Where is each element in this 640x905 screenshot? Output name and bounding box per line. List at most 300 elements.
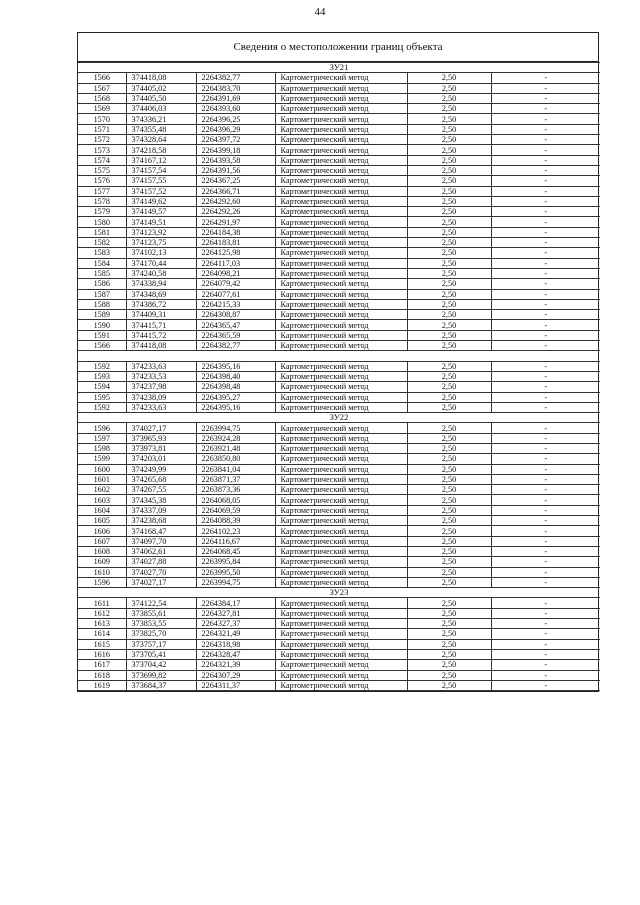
- coordinates-table: [78, 62, 600, 691]
- coord-x-cell: 374418,08: [126, 73, 196, 83]
- accuracy-cell: 2,50: [407, 516, 491, 526]
- coord-y-cell: 2264321,49: [196, 629, 275, 639]
- coord-y-cell: 2264395,16: [196, 402, 275, 412]
- point-number-cell: 1579: [78, 207, 126, 217]
- coord-x-cell: 374415,72: [126, 330, 196, 340]
- coord-x-cell: 374027,17: [126, 577, 196, 587]
- coord-y-cell: 2264318,98: [196, 639, 275, 649]
- method-cell: Картометрический метод: [275, 557, 407, 567]
- note-cell: -: [491, 361, 600, 371]
- coord-y-cell: 2264393,58: [196, 155, 275, 165]
- point-number-cell: 1584: [78, 258, 126, 268]
- accuracy-cell: 2,50: [407, 289, 491, 299]
- method-cell: Картометрический метод: [275, 258, 407, 268]
- accuracy-cell: 2,50: [407, 186, 491, 196]
- accuracy-cell: 2,50: [407, 299, 491, 309]
- point-number-cell: 1573: [78, 145, 126, 155]
- coord-y-cell: 2264079,42: [196, 279, 275, 289]
- point-number-cell: 1585: [78, 268, 126, 278]
- accuracy-cell: 2,50: [407, 608, 491, 618]
- point-number-cell: 1595: [78, 392, 126, 402]
- coord-x-cell: 374409,31: [126, 310, 196, 320]
- method-cell: Картометрический метод: [275, 485, 407, 495]
- method-cell: Картометрический метод: [275, 495, 407, 505]
- point-number-cell: 1578: [78, 196, 126, 206]
- method-cell: Картометрический метод: [275, 649, 407, 659]
- note-cell: -: [491, 433, 600, 443]
- coord-y-cell: 2264184,38: [196, 227, 275, 237]
- table-row: [78, 619, 600, 629]
- point-number-cell: 1610: [78, 567, 126, 577]
- method-cell: Картометрический метод: [275, 299, 407, 309]
- point-number-cell: 1606: [78, 526, 126, 536]
- note-cell: -: [491, 505, 600, 515]
- method-cell: Картометрический метод: [275, 423, 407, 433]
- table-row: [78, 598, 600, 608]
- note-cell: -: [491, 485, 600, 495]
- method-cell: Картометрический метод: [275, 135, 407, 145]
- coord-y-cell: 2263995,84: [196, 557, 275, 567]
- coord-x-cell: 374233,63: [126, 402, 196, 412]
- table-row: [78, 186, 600, 196]
- accuracy-cell: 2,50: [407, 83, 491, 93]
- accuracy-cell: 2,50: [407, 268, 491, 278]
- section-header-row: [78, 588, 600, 598]
- page-number: 44: [314, 6, 326, 18]
- note-cell: -: [491, 536, 600, 546]
- table-row: [78, 114, 600, 124]
- coord-x-cell: 374240,58: [126, 268, 196, 278]
- method-cell: Картометрический метод: [275, 433, 407, 443]
- note-cell: -: [491, 73, 600, 83]
- coord-x-cell: 374238,09: [126, 392, 196, 402]
- section-label: ЗУ21: [78, 63, 600, 73]
- coord-x-cell: 374157,54: [126, 165, 196, 175]
- section-label: ЗУ23: [78, 588, 600, 598]
- note-cell: -: [491, 423, 600, 433]
- note-cell: -: [491, 310, 600, 320]
- note-cell: -: [491, 320, 600, 330]
- note-cell: -: [491, 495, 600, 505]
- note-cell: -: [491, 341, 600, 351]
- coord-y-cell: 2263921,48: [196, 443, 275, 453]
- note-cell: -: [491, 649, 600, 659]
- coord-x-cell: 373757,17: [126, 639, 196, 649]
- coord-x-cell: 373704,42: [126, 660, 196, 670]
- method-cell: Картометрический метод: [275, 392, 407, 402]
- accuracy-cell: 2,50: [407, 680, 491, 690]
- coord-x-cell: 374122,54: [126, 598, 196, 608]
- coord-y-cell: 2264102,23: [196, 526, 275, 536]
- note-cell: -: [491, 248, 600, 258]
- table-row: [78, 660, 600, 670]
- point-number-cell: 1602: [78, 485, 126, 495]
- note-cell: -: [491, 464, 600, 474]
- coord-x-cell: 374027,70: [126, 567, 196, 577]
- point-number-cell: 1592: [78, 361, 126, 371]
- coord-y-cell: 2264367,25: [196, 176, 275, 186]
- coord-x-cell: 374027,17: [126, 423, 196, 433]
- table-row: [78, 330, 600, 340]
- point-number-cell: 1581: [78, 227, 126, 237]
- coord-y-cell: 2263995,50: [196, 567, 275, 577]
- note-cell: -: [491, 299, 600, 309]
- coord-x-cell: 374149,62: [126, 196, 196, 206]
- method-cell: Картометрический метод: [275, 248, 407, 258]
- method-cell: Картометрический метод: [275, 619, 407, 629]
- point-number-cell: 1608: [78, 546, 126, 556]
- table-row: [78, 464, 600, 474]
- point-number-cell: 1591: [78, 330, 126, 340]
- method-cell: Картометрический метод: [275, 546, 407, 556]
- table-row: [78, 238, 600, 248]
- coord-x-cell: 374157,52: [126, 186, 196, 196]
- note-cell: -: [491, 124, 600, 134]
- point-number-cell: 1568: [78, 93, 126, 103]
- table-row: [78, 567, 600, 577]
- method-cell: Картометрический метод: [275, 402, 407, 412]
- coord-y-cell: 2264395,27: [196, 392, 275, 402]
- table-row: [78, 258, 600, 268]
- coord-y-cell: 2264327,37: [196, 619, 275, 629]
- coord-x-cell: 374405,50: [126, 93, 196, 103]
- table-row: [78, 310, 600, 320]
- coord-x-cell: 373855,61: [126, 608, 196, 618]
- method-cell: Картометрический метод: [275, 176, 407, 186]
- coord-x-cell: 374168,47: [126, 526, 196, 536]
- coord-y-cell: 2263924,28: [196, 433, 275, 443]
- accuracy-cell: 2,50: [407, 392, 491, 402]
- method-cell: Картометрический метод: [275, 73, 407, 83]
- method-cell: Картометрический метод: [275, 361, 407, 371]
- coord-y-cell: 2263994,75: [196, 423, 275, 433]
- point-number-cell: 1566: [78, 73, 126, 83]
- accuracy-cell: 2,50: [407, 598, 491, 608]
- method-cell: Картометрический метод: [275, 577, 407, 587]
- point-number-cell: 1577: [78, 186, 126, 196]
- accuracy-cell: 2,50: [407, 155, 491, 165]
- point-number-cell: 1607: [78, 536, 126, 546]
- note-cell: -: [491, 608, 600, 618]
- coord-y-cell: 2264382,77: [196, 341, 275, 351]
- accuracy-cell: 2,50: [407, 629, 491, 639]
- coord-x-cell: 373853,55: [126, 619, 196, 629]
- coord-x-cell: 374336,21: [126, 114, 196, 124]
- accuracy-cell: 2,50: [407, 649, 491, 659]
- accuracy-cell: 2,50: [407, 73, 491, 83]
- note-cell: -: [491, 660, 600, 670]
- point-number-cell: 1583: [78, 248, 126, 258]
- method-cell: Картометрический метод: [275, 598, 407, 608]
- accuracy-cell: 2,50: [407, 619, 491, 629]
- table-row: [78, 392, 600, 402]
- accuracy-cell: 2,50: [407, 361, 491, 371]
- method-cell: Картометрический метод: [275, 680, 407, 690]
- coord-y-cell: 2264125,98: [196, 248, 275, 258]
- coord-y-cell: 2264399,18: [196, 145, 275, 155]
- coord-y-cell: 2264384,17: [196, 598, 275, 608]
- accuracy-cell: 2,50: [407, 279, 491, 289]
- point-number-cell: 1586: [78, 279, 126, 289]
- point-number-cell: 1614: [78, 629, 126, 639]
- point-number-cell: 1596: [78, 577, 126, 587]
- table-row: [78, 382, 600, 392]
- coord-y-cell: 2264292,26: [196, 207, 275, 217]
- table-row: [78, 505, 600, 515]
- point-number-cell: 1616: [78, 649, 126, 659]
- note-cell: -: [491, 619, 600, 629]
- point-number-cell: 1604: [78, 505, 126, 515]
- accuracy-cell: 2,50: [407, 238, 491, 248]
- accuracy-cell: 2,50: [407, 495, 491, 505]
- accuracy-cell: 2,50: [407, 217, 491, 227]
- table-row: [78, 670, 600, 680]
- point-number-cell: 1592: [78, 402, 126, 412]
- point-number-cell: 1587: [78, 289, 126, 299]
- accuracy-cell: 2,50: [407, 341, 491, 351]
- note-cell: -: [491, 238, 600, 248]
- accuracy-cell: 2,50: [407, 165, 491, 175]
- method-cell: Картометрический метод: [275, 639, 407, 649]
- coord-y-cell: 2264307,29: [196, 670, 275, 680]
- table-row: [78, 176, 600, 186]
- note-cell: -: [491, 196, 600, 206]
- coord-x-cell: 374102,13: [126, 248, 196, 258]
- note-cell: -: [491, 598, 600, 608]
- coord-y-cell: 2264215,33: [196, 299, 275, 309]
- method-cell: Картометрический метод: [275, 464, 407, 474]
- note-cell: -: [491, 186, 600, 196]
- table-row: [78, 93, 600, 103]
- accuracy-cell: 2,50: [407, 536, 491, 546]
- coord-y-cell: 2264098,21: [196, 268, 275, 278]
- method-cell: Картометрический метод: [275, 268, 407, 278]
- accuracy-cell: 2,50: [407, 371, 491, 381]
- coord-x-cell: 374233,63: [126, 361, 196, 371]
- table-row: [78, 680, 600, 690]
- accuracy-cell: 2,50: [407, 423, 491, 433]
- coord-x-cell: 374149,51: [126, 217, 196, 227]
- coord-x-cell: 373684,37: [126, 680, 196, 690]
- point-number-cell: 1575: [78, 165, 126, 175]
- table-row: [78, 73, 600, 83]
- accuracy-cell: 2,50: [407, 567, 491, 577]
- accuracy-cell: 2,50: [407, 670, 491, 680]
- table-row: [78, 196, 600, 206]
- accuracy-cell: 2,50: [407, 104, 491, 114]
- section-header-row: [78, 413, 600, 423]
- point-number-cell: 1567: [78, 83, 126, 93]
- accuracy-cell: 2,50: [407, 310, 491, 320]
- coord-x-cell: 374249,99: [126, 464, 196, 474]
- method-cell: Картометрический метод: [275, 145, 407, 155]
- note-cell: -: [491, 567, 600, 577]
- table-row: [78, 217, 600, 227]
- note-cell: -: [491, 176, 600, 186]
- coord-y-cell: 2264183,81: [196, 238, 275, 248]
- coord-x-cell: 374149,57: [126, 207, 196, 217]
- coord-y-cell: 2264117,03: [196, 258, 275, 268]
- coord-y-cell: 2264397,72: [196, 135, 275, 145]
- method-cell: Картометрический метод: [275, 330, 407, 340]
- method-cell: Картометрический метод: [275, 382, 407, 392]
- accuracy-cell: 2,50: [407, 433, 491, 443]
- blank-row: [78, 351, 600, 361]
- point-number-cell: 1596: [78, 423, 126, 433]
- coord-x-cell: 374233,53: [126, 371, 196, 381]
- accuracy-cell: 2,50: [407, 443, 491, 453]
- table-row: [78, 165, 600, 175]
- table-row: [78, 474, 600, 484]
- coord-x-cell: 374355,48: [126, 124, 196, 134]
- table-row: [78, 402, 600, 412]
- point-number-cell: 1569: [78, 104, 126, 114]
- table-row: [78, 516, 600, 526]
- point-number-cell: 1613: [78, 619, 126, 629]
- coord-y-cell: 2264327,81: [196, 608, 275, 618]
- table-row: [78, 577, 600, 587]
- method-cell: Картометрический метод: [275, 443, 407, 453]
- coord-y-cell: 2264068,05: [196, 495, 275, 505]
- accuracy-cell: 2,50: [407, 577, 491, 587]
- coord-y-cell: 2264391,56: [196, 165, 275, 175]
- method-cell: Картометрический метод: [275, 83, 407, 93]
- coord-y-cell: 2263850,80: [196, 454, 275, 464]
- accuracy-cell: 2,50: [407, 330, 491, 340]
- coord-x-cell: 373973,81: [126, 443, 196, 453]
- coord-y-cell: 2264382,77: [196, 73, 275, 83]
- point-number-cell: 1603: [78, 495, 126, 505]
- method-cell: Картометрический метод: [275, 454, 407, 464]
- table-row: [78, 299, 600, 309]
- accuracy-cell: 2,50: [407, 176, 491, 186]
- table-row: [78, 443, 600, 453]
- accuracy-cell: 2,50: [407, 227, 491, 237]
- point-number-cell: 1612: [78, 608, 126, 618]
- note-cell: -: [491, 639, 600, 649]
- coord-x-cell: 374415,71: [126, 320, 196, 330]
- table-row: [78, 341, 600, 351]
- coord-x-cell: 374167,12: [126, 155, 196, 165]
- coord-y-cell: 2264365,59: [196, 330, 275, 340]
- point-number-cell: 1590: [78, 320, 126, 330]
- accuracy-cell: 2,50: [407, 557, 491, 567]
- accuracy-cell: 2,50: [407, 135, 491, 145]
- accuracy-cell: 2,50: [407, 546, 491, 556]
- note-cell: -: [491, 165, 600, 175]
- note-cell: -: [491, 629, 600, 639]
- table-row: [78, 629, 600, 639]
- table-row: [78, 124, 600, 134]
- note-cell: -: [491, 402, 600, 412]
- note-cell: -: [491, 474, 600, 484]
- point-number-cell: 1589: [78, 310, 126, 320]
- point-number-cell: 1600: [78, 464, 126, 474]
- coord-x-cell: 374203,01: [126, 454, 196, 464]
- point-number-cell: 1593: [78, 371, 126, 381]
- note-cell: -: [491, 371, 600, 381]
- note-cell: -: [491, 104, 600, 114]
- table-row: [78, 83, 600, 93]
- point-number-cell: 1572: [78, 135, 126, 145]
- table-row: [78, 135, 600, 145]
- note-cell: -: [491, 155, 600, 165]
- accuracy-cell: 2,50: [407, 402, 491, 412]
- point-number-cell: 1580: [78, 217, 126, 227]
- blank-cell: [78, 351, 600, 361]
- coord-y-cell: 2264328,47: [196, 649, 275, 659]
- point-number-cell: 1599: [78, 454, 126, 464]
- boundary-table: [77, 32, 599, 692]
- table-row: [78, 423, 600, 433]
- coord-y-cell: 2264116,67: [196, 536, 275, 546]
- coord-x-cell: 374218,58: [126, 145, 196, 155]
- method-cell: Картометрический метод: [275, 474, 407, 484]
- table-row: [78, 536, 600, 546]
- coord-x-cell: 374170,44: [126, 258, 196, 268]
- point-number-cell: 1597: [78, 433, 126, 443]
- table-row: [78, 227, 600, 237]
- note-cell: -: [491, 670, 600, 680]
- coord-y-cell: 2264395,16: [196, 361, 275, 371]
- coord-x-cell: 373825,70: [126, 629, 196, 639]
- accuracy-cell: 2,50: [407, 526, 491, 536]
- coord-y-cell: 2264069,59: [196, 505, 275, 515]
- section-header-row: [78, 63, 600, 73]
- accuracy-cell: 2,50: [407, 207, 491, 217]
- coord-y-cell: 2263841,04: [196, 464, 275, 474]
- accuracy-cell: 2,50: [407, 258, 491, 268]
- coord-x-cell: 374237,98: [126, 382, 196, 392]
- accuracy-cell: 2,50: [407, 145, 491, 155]
- method-cell: Картометрический метод: [275, 371, 407, 381]
- coord-x-cell: 374157,55: [126, 176, 196, 186]
- method-cell: Картометрический метод: [275, 227, 407, 237]
- coord-x-cell: 374337,09: [126, 505, 196, 515]
- method-cell: Картометрический метод: [275, 279, 407, 289]
- coord-y-cell: 2263873,36: [196, 485, 275, 495]
- coord-y-cell: 2264396,25: [196, 114, 275, 124]
- note-cell: -: [491, 135, 600, 145]
- coord-x-cell: 374265,68: [126, 474, 196, 484]
- method-cell: Картометрический метод: [275, 196, 407, 206]
- point-number-cell: 1571: [78, 124, 126, 134]
- point-number-cell: 1582: [78, 238, 126, 248]
- method-cell: Картометрический метод: [275, 217, 407, 227]
- accuracy-cell: 2,50: [407, 114, 491, 124]
- table-row: [78, 207, 600, 217]
- point-number-cell: 1594: [78, 382, 126, 392]
- note-cell: -: [491, 83, 600, 93]
- method-cell: Картометрический метод: [275, 505, 407, 515]
- note-cell: -: [491, 289, 600, 299]
- coord-x-cell: 374348,69: [126, 289, 196, 299]
- method-cell: Картометрический метод: [275, 320, 407, 330]
- coord-y-cell: 2264391,69: [196, 93, 275, 103]
- coord-y-cell: 2264398,40: [196, 371, 275, 381]
- table-row: [78, 320, 600, 330]
- accuracy-cell: 2,50: [407, 382, 491, 392]
- point-number-cell: 1570: [78, 114, 126, 124]
- method-cell: Картометрический метод: [275, 660, 407, 670]
- table-row: [78, 639, 600, 649]
- table-row: [78, 454, 600, 464]
- method-cell: Картометрический метод: [275, 670, 407, 680]
- point-number-cell: 1588: [78, 299, 126, 309]
- coord-y-cell: 2264398,48: [196, 382, 275, 392]
- coord-x-cell: 374027,88: [126, 557, 196, 567]
- method-cell: Картометрический метод: [275, 186, 407, 196]
